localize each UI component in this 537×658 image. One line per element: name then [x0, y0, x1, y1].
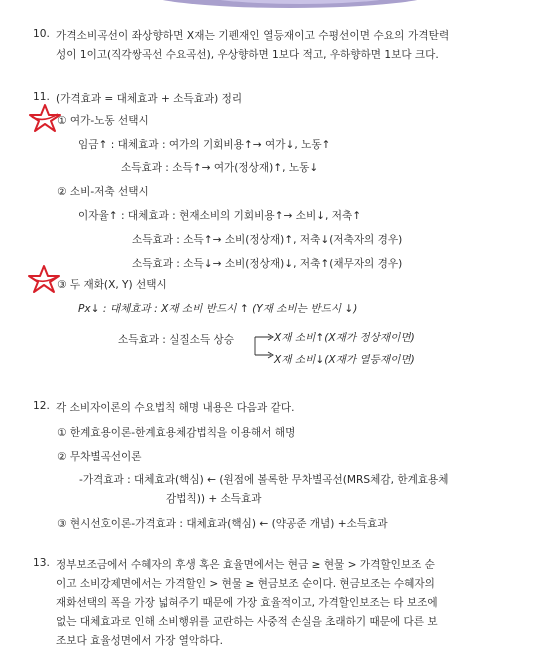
sec12-title: 각 소비자이론의 수요법칙 해명 내용은 다음과 같다. [56, 402, 295, 414]
sec12-item-1: ① 한계효용이론-한계효용체감법칙을 이용해서 해명 [57, 427, 296, 439]
sec11-case1-title: ① 여가-노동 선택시 [57, 115, 149, 127]
sec11-case2-title: ② 소비-저축 선택시 [57, 186, 149, 198]
sec11-case2-line-c: 소득효과 : 소득↓→ 소비(정상재)↓, 저축↑(채무자의 경우) [132, 258, 403, 270]
item-number-11: 11. [33, 91, 50, 103]
sec11-title: (가격효과 = 대체효과 + 소득효과) 정리 [56, 93, 243, 105]
sec12-item-2-line-b: 감법칙)) + 소득효과 [166, 493, 262, 505]
sec13-line-2: 이고 소비강제면에서는 가격할인 > 현물 ≥ 현금보조 순이다. 현금보조는 수혜자의 [56, 578, 435, 590]
sec13-line-5: 조보다 효율성면에서 가장 열악하다. [56, 635, 223, 647]
sec10-line-2: 성이 1이고(직각쌍곡선 수요곡선), 우상향하면 1보다 적고, 우하향하면 1보다 크다. [56, 49, 439, 61]
sec12-item-2-line-a: -가격효과 : 대체효과(핵심) ← (원점에 볼록한 무차별곡선(MRS체감, 한계효용체 [79, 474, 449, 486]
sec11-case1-line-b: 소득효과 : 소득↑→ 여가(정상재)↑, 노동↓ [121, 162, 319, 174]
sec12-item-2: ② 무차별곡선이론 [57, 451, 142, 463]
sec13-line-1: 정부보조금에서 수혜자의 후생 혹은 효율면에서는 현금 ≥ 현물 > 가격할인보조 순 [56, 559, 435, 571]
sec12-item-3: ③ 현시선호이론-가격효과 : 대체효과(핵심) ← (약공준 개념) +소득효과 [57, 518, 388, 530]
sec11-case3-inferior: X재 소비↓(X재가 열등재이면) [274, 354, 415, 366]
sec11-case1-line-a: 임금↑ : 대체효과 : 여가의 기회비용↑→ 여가↓, 노동↑ [78, 139, 331, 151]
sec13-line-3: 재화선택의 폭을 가장 넓혀주기 때문에 가장 효율적이고, 가격할인보조는 타 보조에 [56, 597, 438, 609]
header-decoration [0, 0, 537, 10]
sec11-case3-title: ③ 두 재화(X, Y) 선택시 [57, 279, 167, 291]
star-icon [27, 264, 61, 294]
sec11-case2-line-a: 이자율↑ : 대체효과 : 현재소비의 기회비용↑→ 소비↓, 저축↑ [78, 210, 362, 222]
item-number-13: 13. [33, 557, 50, 569]
item-number-10: 10. [33, 28, 50, 40]
sec11-case3-income: 소득효과 : 실질소득 상승 [118, 334, 235, 346]
sec11-case3-line-a: Px↓ : 대체효과 : X재 소비 반드시 ↑ (Y재 소비는 반드시 ↓) [78, 303, 358, 315]
branch-arrow-icon [252, 331, 276, 361]
sec10-line-1: 가격소비곡선이 좌상향하면 X재는 기펜재인 열등재이고 수평선이면 수요의 가격탄력 [56, 30, 450, 42]
item-number-12: 12. [33, 400, 50, 412]
sec13-line-4: 없는 대체효과로 인해 소비행위를 교란하는 사중적 손실을 초래하기 때문에 다른 보 [56, 616, 438, 628]
sec11-case2-line-b: 소득효과 : 소득↑→ 소비(정상재)↑, 저축↓(저축자의 경우) [132, 234, 403, 246]
sec11-case3-normal: X재 소비↑(X재가 정상재이면) [274, 332, 415, 344]
